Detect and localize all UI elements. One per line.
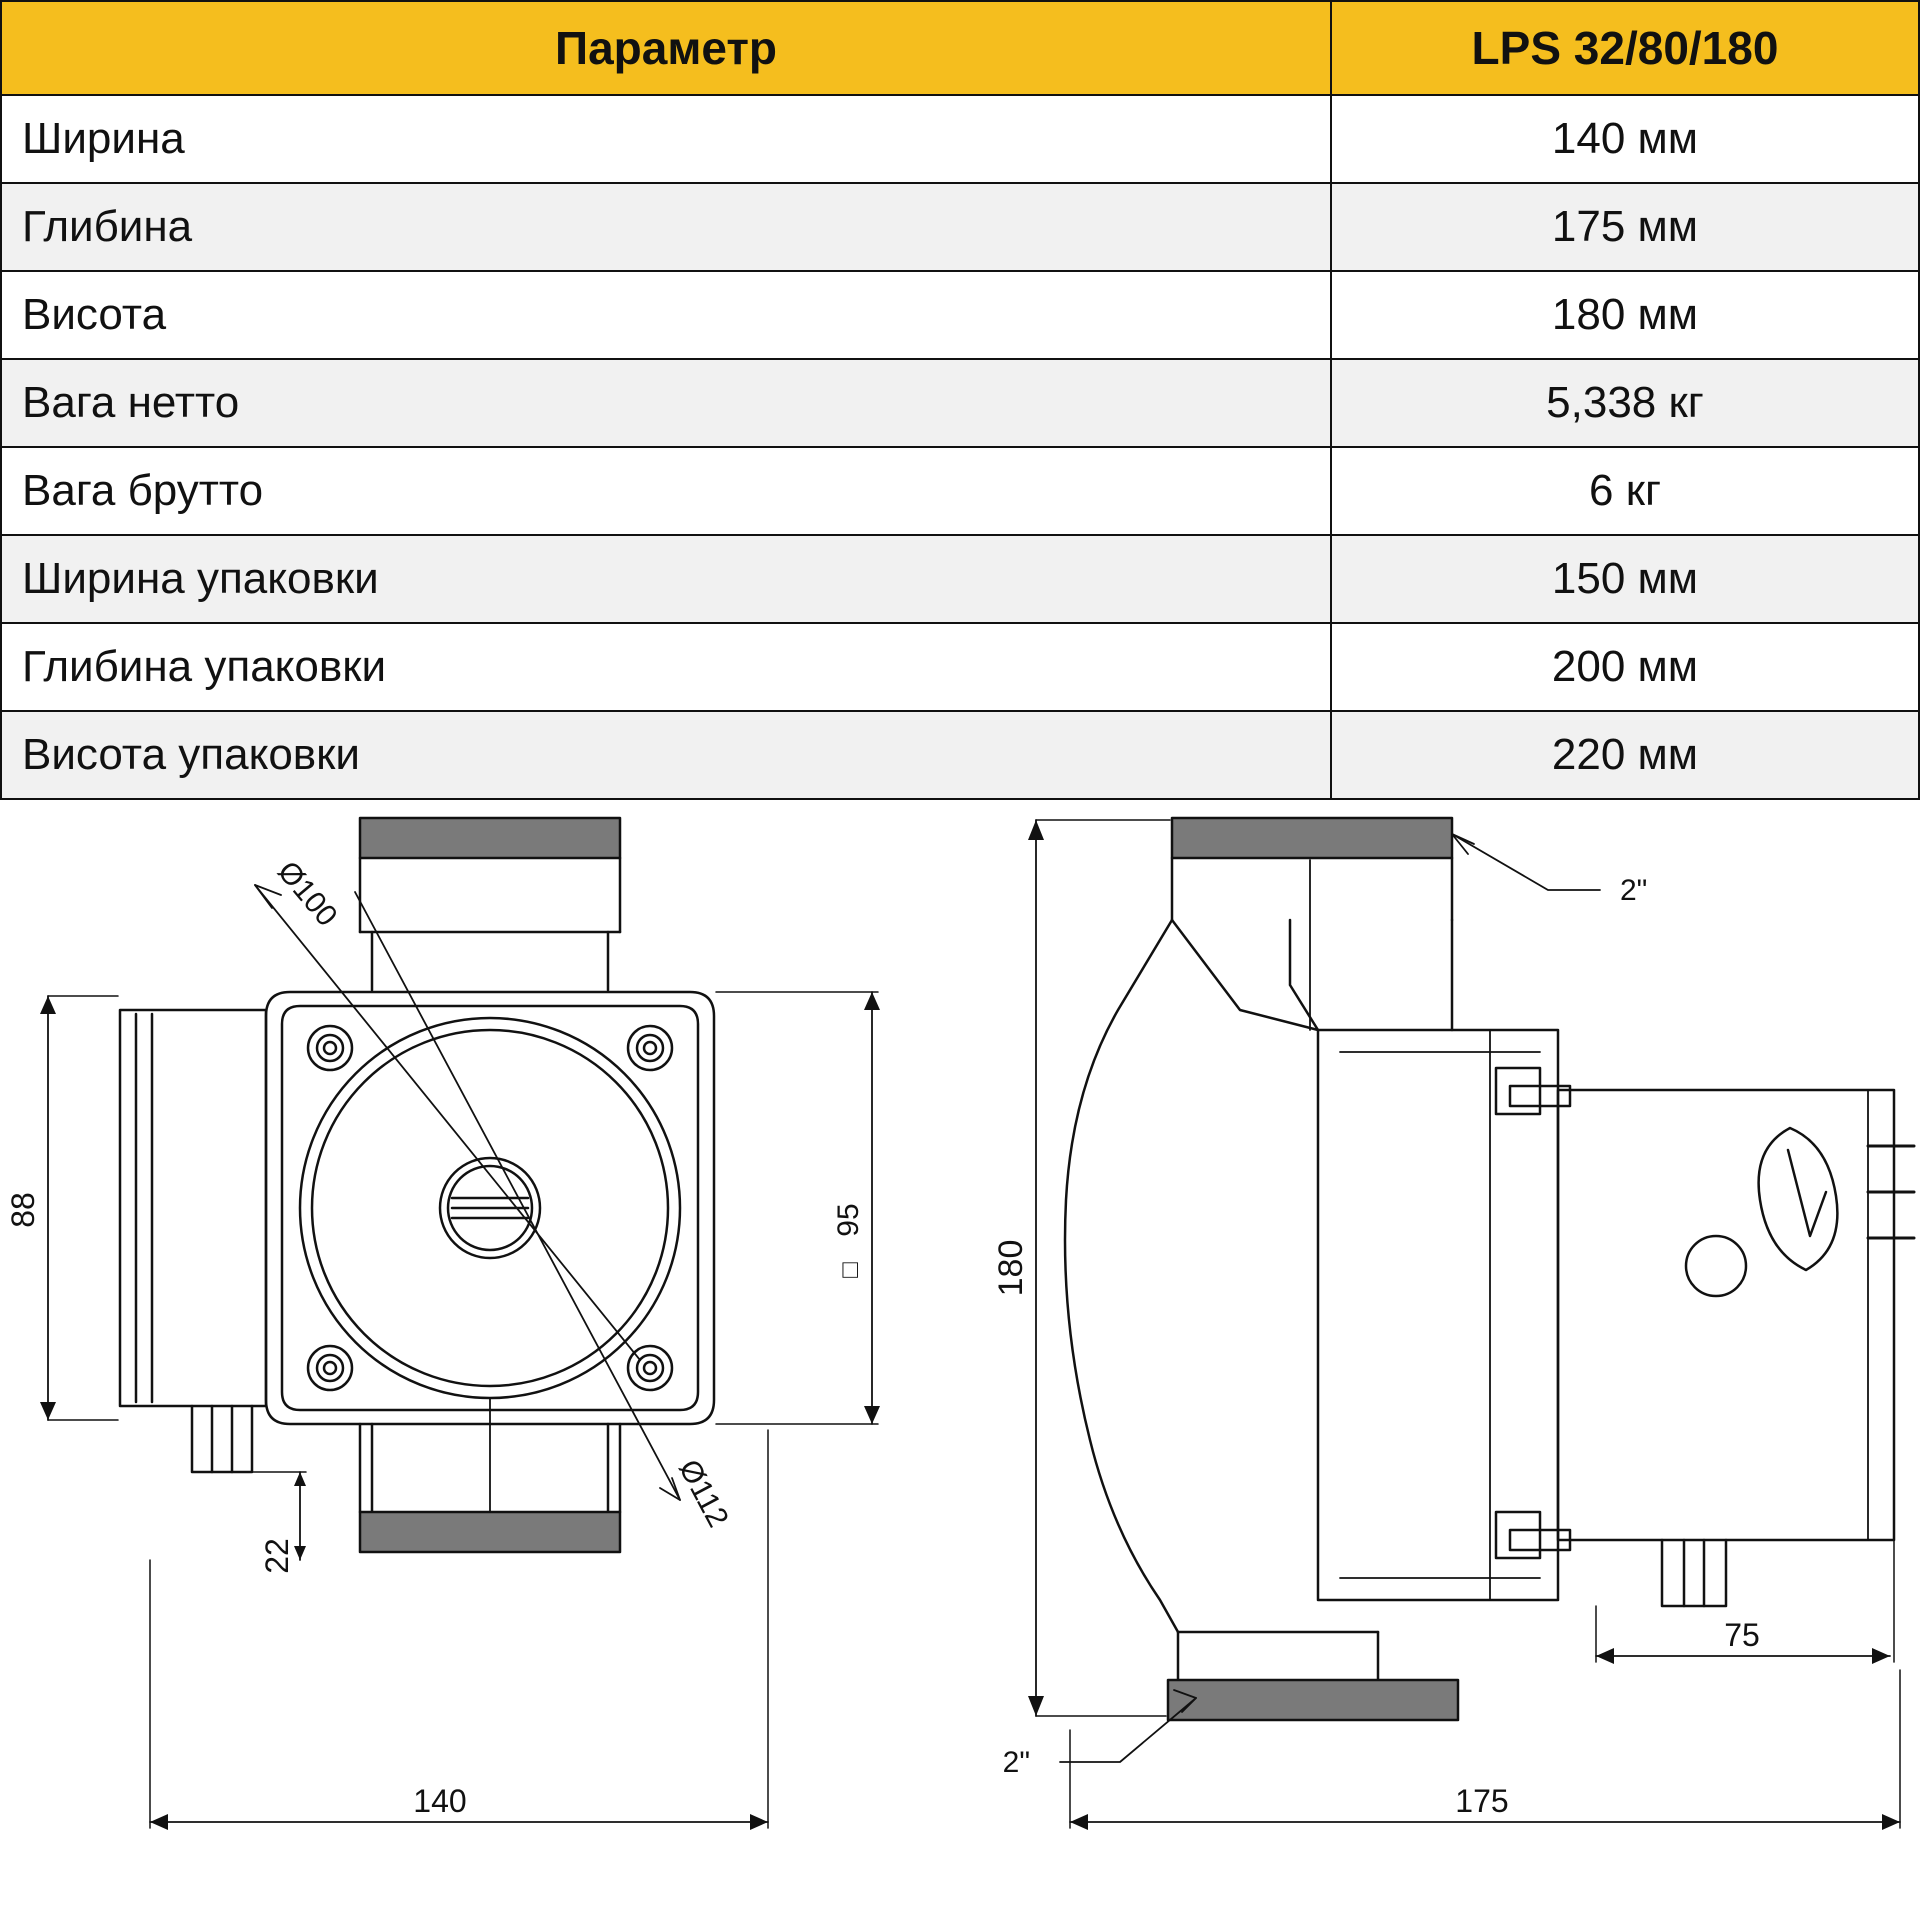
top-pipe-inner bbox=[372, 932, 608, 990]
drawings-svg bbox=[0, 800, 1920, 1910]
motor-block-outline bbox=[1318, 1030, 1558, 1600]
side-cable-gland bbox=[1662, 1540, 1726, 1606]
volute-left-profile bbox=[1065, 920, 1178, 1632]
label-diameter-112: Ø112 bbox=[672, 1454, 735, 1533]
row-value-depth: 175 мм bbox=[1331, 183, 1919, 271]
row-value-width: 140 мм bbox=[1331, 95, 1919, 183]
table-row bbox=[1, 183, 1919, 271]
table-row bbox=[1, 711, 1919, 799]
table-header-row bbox=[1, 1, 1919, 95]
row-label-package-height: Висота упаковки bbox=[1, 711, 1331, 799]
table-row bbox=[1, 535, 1919, 623]
bottom-pipe-side bbox=[1178, 1632, 1378, 1680]
label-width-140: 140 bbox=[413, 1783, 467, 1819]
row-value-package-width: 150 мм bbox=[1331, 535, 1919, 623]
row-label-net-weight: Вага нетто bbox=[1, 359, 1331, 447]
cable-gland bbox=[192, 1406, 252, 1472]
header-parameter: Параметр bbox=[1, 1, 1331, 95]
table-row bbox=[1, 95, 1919, 183]
label-depth-75: 75 bbox=[1724, 1617, 1760, 1653]
row-value-gross-weight: 6 кг bbox=[1331, 447, 1919, 535]
row-value-package-height: 220 мм bbox=[1331, 711, 1919, 799]
specifications-table bbox=[0, 0, 1920, 800]
side-cable-ribs bbox=[1684, 1540, 1704, 1606]
inner-taper bbox=[1172, 920, 1318, 1030]
terminal-box-ribs bbox=[136, 1014, 152, 1402]
dim-180-ext bbox=[1036, 820, 1170, 1716]
row-value-package-depth: 200 мм bbox=[1331, 623, 1919, 711]
bottom-flange-hatched bbox=[360, 1512, 620, 1552]
row-label-depth: Глибина bbox=[1, 183, 1331, 271]
side-top-flange bbox=[1172, 818, 1452, 858]
table-body bbox=[1, 95, 1919, 799]
row-value-height: 180 мм bbox=[1331, 271, 1919, 359]
selector-scale-marks bbox=[1868, 1146, 1914, 1238]
label-diameter-100: Ø100 bbox=[271, 855, 344, 933]
label-offset-22: 22 bbox=[259, 1538, 295, 1574]
header-model: LPS 32/80/180 bbox=[1331, 1, 1919, 95]
label-height-88: 88 bbox=[5, 1192, 41, 1228]
table-row bbox=[1, 623, 1919, 711]
front-view-drawing bbox=[40, 818, 880, 1830]
row-label-package-depth: Глибина упаковки bbox=[1, 623, 1331, 711]
technical-drawings bbox=[0, 800, 1920, 1910]
row-label-height: Висота bbox=[1, 271, 1331, 359]
table-row bbox=[1, 359, 1919, 447]
label-thread-top: 2" bbox=[1620, 874, 1648, 907]
thread-top-leader bbox=[1452, 834, 1600, 890]
label-square-95: 95 bbox=[832, 1203, 865, 1237]
label-thread-bottom: 2" bbox=[1002, 1746, 1030, 1779]
cable-gland-ribs bbox=[212, 1406, 232, 1472]
label-square-symbol: □ bbox=[834, 1262, 864, 1278]
side-view-drawing bbox=[1028, 818, 1914, 1830]
selector-pointer bbox=[1788, 1150, 1826, 1236]
row-value-net-weight: 5,338 кг bbox=[1331, 359, 1919, 447]
side-bottom-flange bbox=[1168, 1680, 1458, 1720]
indicator-lamp bbox=[1686, 1236, 1746, 1296]
table-row bbox=[1, 271, 1919, 359]
table-header bbox=[1, 1, 1919, 95]
row-label-width: Ширина bbox=[1, 95, 1331, 183]
side-top-pipe bbox=[1172, 858, 1452, 920]
diameter-100-leader bbox=[255, 885, 640, 1360]
row-label-package-width: Ширина упаковки bbox=[1, 535, 1331, 623]
top-flange-hatched bbox=[360, 818, 620, 858]
dim-88-ext bbox=[48, 996, 118, 1420]
top-pipe-sides bbox=[360, 858, 620, 932]
speed-selector-knob bbox=[1759, 1128, 1838, 1270]
label-depth-175: 175 bbox=[1455, 1783, 1509, 1819]
label-height-180: 180 bbox=[992, 1239, 1030, 1297]
side-terminal-box bbox=[1558, 1090, 1894, 1540]
inner-vane bbox=[1290, 920, 1318, 1030]
row-label-gross-weight: Вага брутто bbox=[1, 447, 1331, 535]
motor-block-ribs bbox=[1340, 1052, 1540, 1578]
terminal-box-outline bbox=[120, 1010, 266, 1406]
table-row bbox=[1, 447, 1919, 535]
